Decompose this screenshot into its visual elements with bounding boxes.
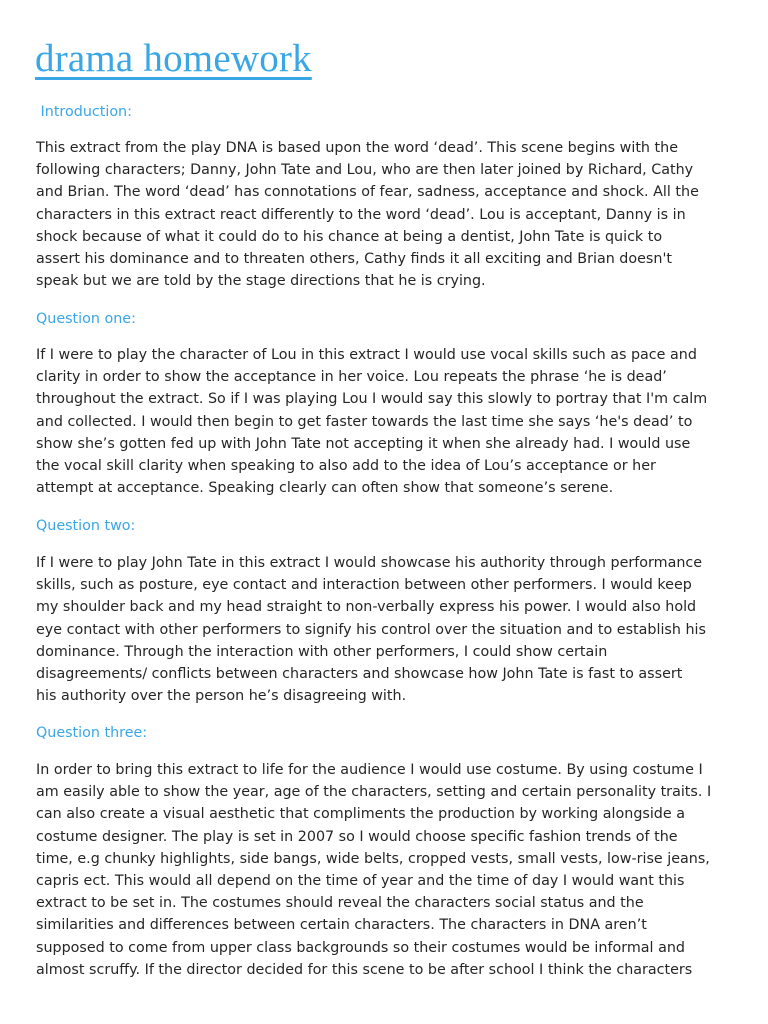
text-line: and collected. I would then begin to get faster towards the last time she says ‘he's dead’ to [36, 413, 693, 430]
text-line: characters in this extract react differently to the word ‘dead’. Lou is acceptant, Danny is in [36, 206, 686, 223]
text-line: attempt at acceptance. Speaking clearly can often show that someone’s serene. [36, 480, 614, 497]
text-line: similarities and differences between certain characters. The characters in DNA aren’t [36, 917, 647, 934]
document-title: drama homework [35, 37, 312, 80]
section-body-question-one [36, 344, 736, 499]
text-line: show she’s gotten fed up with John Tate not accepting it when she already had. I would use [36, 435, 691, 452]
text-line: and Brian. The word ‘dead’ has connotations of fear, sadness, acceptance and shock. All the [36, 184, 699, 201]
text-line: In order to bring this extract to life for the audience I would use costume. By using costume I [36, 762, 703, 778]
section-body-question-three [36, 759, 736, 981]
text-line: speak but we are told by the stage directions that he is crying. [36, 273, 486, 290]
text-line: assert his dominance and to threaten others, Cathy finds it all exciting and Brian doesn't [36, 251, 672, 268]
section-body-introduction [36, 137, 736, 292]
section-heading-question-one: Question one: [36, 311, 136, 327]
text-line: If I were to play John Tate in this extract I would showcase his authority through performance [36, 555, 703, 571]
text-line: can also create a visual aesthetic that compliments the production by working alongside a [36, 806, 685, 823]
text-line: am easily able to show the year, age of the characters, setting and certain personality traits. I [36, 784, 712, 801]
text-line: throughout the extract. So if I was playing Lou I would say this slowly to portray that I'm calm [36, 391, 708, 408]
text-line: skills, such as posture, eye contact and interaction between other performers. I would keep [36, 577, 692, 594]
text-line: following characters; Danny, John Tate and Lou, who are then later joined by Richard, Cathy [36, 162, 694, 179]
text-line: costume designer. The play is set in 2007 so I would choose specific fashion trends of the [36, 828, 678, 845]
section-heading-introduction: Introduction: [36, 104, 132, 120]
text-line: dominance. Through the interaction with other performers, I could show certain [36, 643, 608, 660]
text-line: his authority over the person he’s disagreeing with. [36, 688, 407, 705]
text-line: This extract from the play DNA is based upon the word ‘dead’. This scene begins with the [36, 140, 678, 156]
section-heading-question-two: Question two: [36, 518, 136, 534]
text-line: my shoulder back and my head straight to non-verbally express his power. I would also hold [36, 599, 697, 616]
text-line: time, e.g chunky highlights, side bangs, wide belts, cropped vests, small vests, low-rise jeans, [36, 850, 710, 867]
text-line: extract to be set in. The costumes should reveal the characters social status and the [36, 895, 644, 912]
text-line: eye contact with other performers to signify his control over the situation and to establish his [36, 621, 706, 638]
text-line: almost scruffy. If the director decided for this scene to be after school I think the characters [36, 961, 693, 978]
text-line: clarity in order to show the acceptance in her voice. Lou repeats the phrase ‘he is dead’ [36, 369, 667, 386]
text-line: If I were to play the character of Lou in this extract I would use vocal skills such as pace and [36, 347, 697, 363]
section-heading-question-three: Question three: [36, 725, 148, 741]
text-line: shock because of what it could do to his chance at being a dentist, John Tate is quick to [36, 228, 663, 245]
text-line: disagreements/ conflicts between characters and showcase how John Tate is fast to assert [36, 666, 683, 683]
text-line: the vocal skill clarity when speaking to also add to the idea of Lou’s acceptance or her [36, 458, 656, 475]
text-line: supposed to come from upper class backgrounds so their costumes would be informal and [36, 939, 685, 956]
section-body-question-two [36, 552, 736, 707]
text-line: capris ect. This would all depend on the time of year and the time of day I would want this [36, 873, 685, 890]
